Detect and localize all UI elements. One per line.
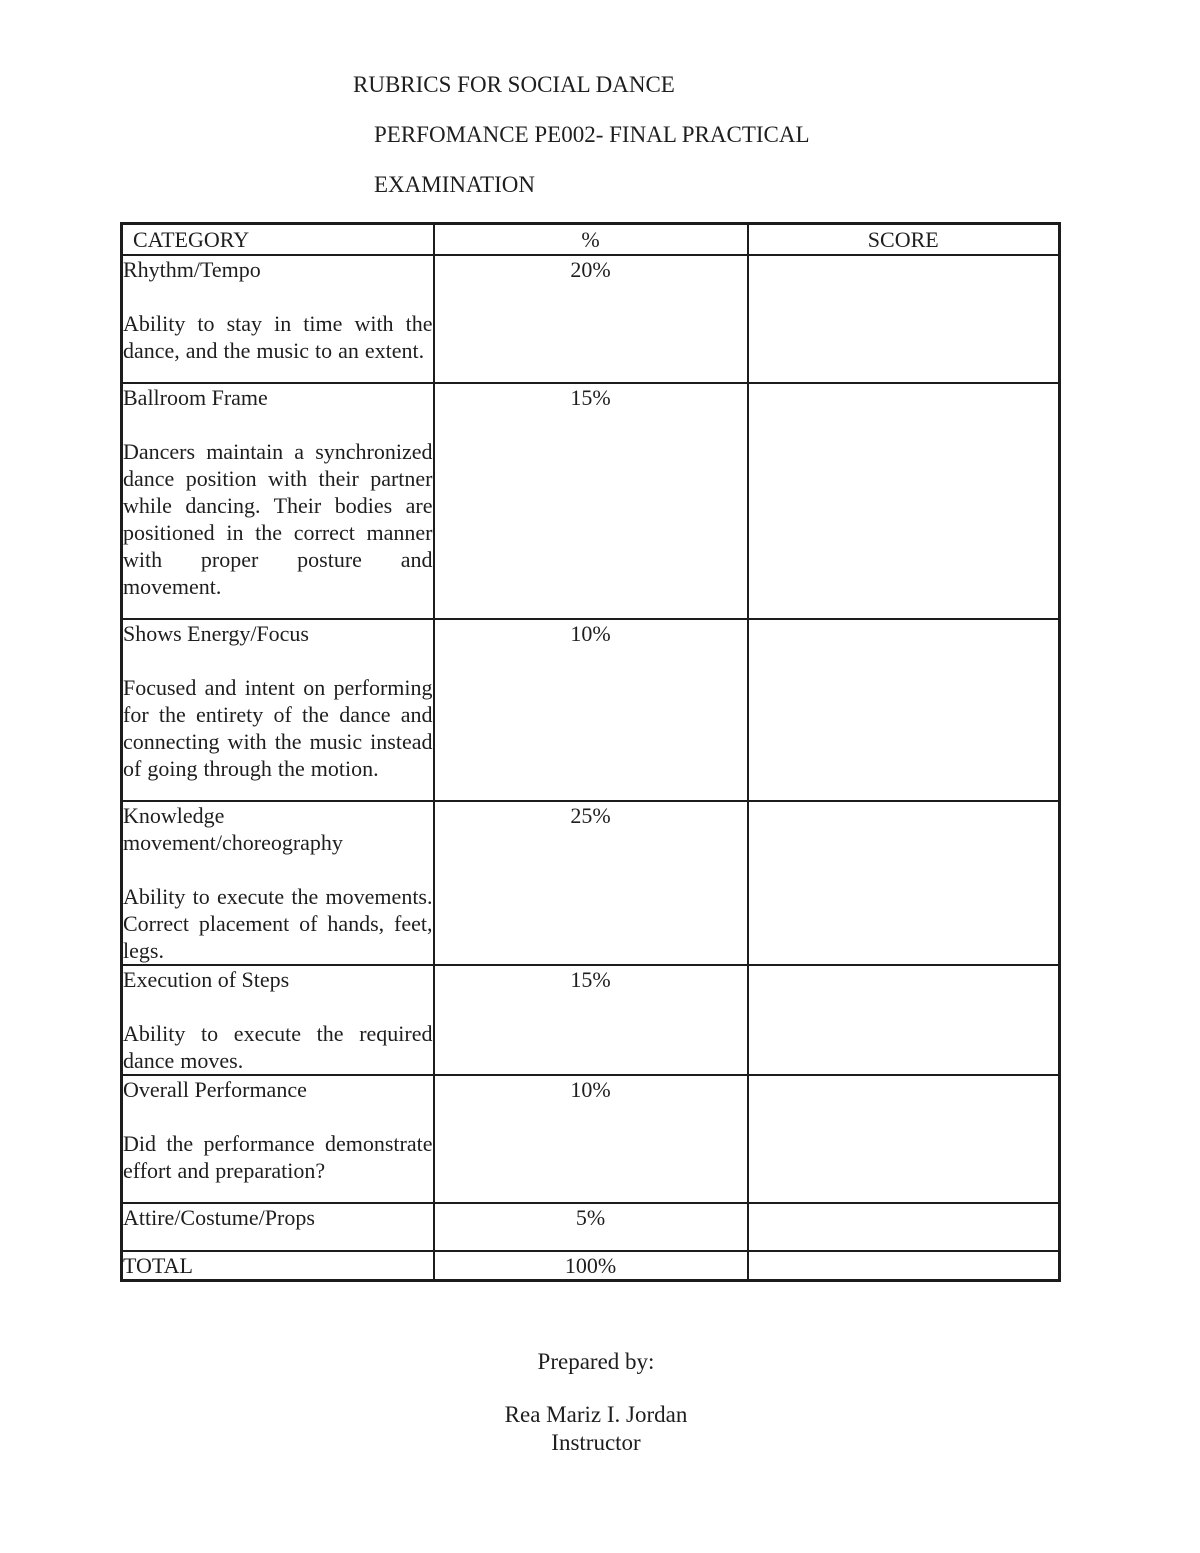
document-title <box>353 60 810 210</box>
column-header-percent: % <box>434 224 748 256</box>
rubric-table <box>120 222 1061 1282</box>
category-title: Overall Performance <box>123 1077 307 1102</box>
category-title: Attire/Costume/Props <box>123 1205 315 1230</box>
table-row-execution-of-steps <box>122 965 1060 1075</box>
table-row-knowledge-choreography <box>122 801 1060 965</box>
score-cell <box>748 255 1060 383</box>
category-description: Ability to execute the movements. Correct placement of hands, feet, legs. <box>123 884 433 963</box>
percent-value: 10% <box>434 619 748 801</box>
category-title: TOTAL <box>123 1253 193 1278</box>
title-line-2: PERFOMANCE PE002- FINAL PRACTICAL <box>374 122 810 147</box>
score-cell <box>748 619 1060 801</box>
score-cell <box>748 1251 1060 1281</box>
percent-value: 5% <box>434 1203 748 1251</box>
category-cell <box>122 383 434 619</box>
category-description: Did the performance demonstrate effort and preparation? <box>123 1131 433 1183</box>
percent-value: 25% <box>434 801 748 965</box>
category-title: Execution of Steps <box>123 967 290 992</box>
category-cell <box>122 1251 434 1281</box>
percent-value: 15% <box>434 383 748 619</box>
category-cell <box>122 619 434 801</box>
preparer-role: Instructor <box>551 1430 641 1455</box>
category-description: Focused and intent on performing for the entirety of the dance and connecting with the music instead of going through the motion. <box>123 675 433 781</box>
category-cell <box>122 1203 434 1251</box>
title-line-3: EXAMINATION <box>374 172 535 197</box>
category-title: Rhythm/Tempo <box>123 257 261 282</box>
category-cell <box>122 255 434 383</box>
score-cell <box>748 801 1060 965</box>
prepared-by-label: Prepared by: <box>537 1349 655 1374</box>
category-title: Ballroom Frame <box>123 385 268 410</box>
category-title: Shows Energy/Focus <box>123 621 309 646</box>
percent-value: 15% <box>434 965 748 1075</box>
table-row-overall-performance <box>122 1075 1060 1203</box>
score-cell <box>748 1075 1060 1203</box>
column-header-category: CATEGORY <box>122 224 434 256</box>
preparer-name: Rea Mariz I. Jordan <box>504 1402 688 1427</box>
table-row-energy-focus <box>122 619 1060 801</box>
category-cell <box>122 1075 434 1203</box>
table-row-total <box>122 1251 1060 1281</box>
category-description: Dancers maintain a synchronized dance position with their partner while dancing. Their bodies are positioned in the correct manner with proper posture and movement. <box>123 439 433 599</box>
title-line-1: RUBRICS FOR SOCIAL DANCE <box>353 72 675 97</box>
table-header-row <box>122 224 1060 256</box>
footer-signature-block <box>0 1348 1192 1457</box>
percent-value: 20% <box>434 255 748 383</box>
category-description: Ability to execute the required dance moves. <box>123 1021 433 1073</box>
category-cell <box>122 965 434 1075</box>
table-row-attire-costume-props <box>122 1203 1060 1251</box>
score-cell <box>748 1203 1060 1251</box>
table-row-ballroom-frame <box>122 383 1060 619</box>
percent-value: 10% <box>434 1075 748 1203</box>
category-description: Ability to stay in time with the dance, and the music to an extent. <box>123 311 433 363</box>
category-cell <box>122 801 434 965</box>
score-cell <box>748 965 1060 1075</box>
column-header-score: SCORE <box>748 224 1060 256</box>
category-title: Knowledge movement/choreography <box>123 803 343 855</box>
percent-value: 100% <box>434 1251 748 1281</box>
score-cell <box>748 383 1060 619</box>
table-row-rhythm-tempo <box>122 255 1060 383</box>
